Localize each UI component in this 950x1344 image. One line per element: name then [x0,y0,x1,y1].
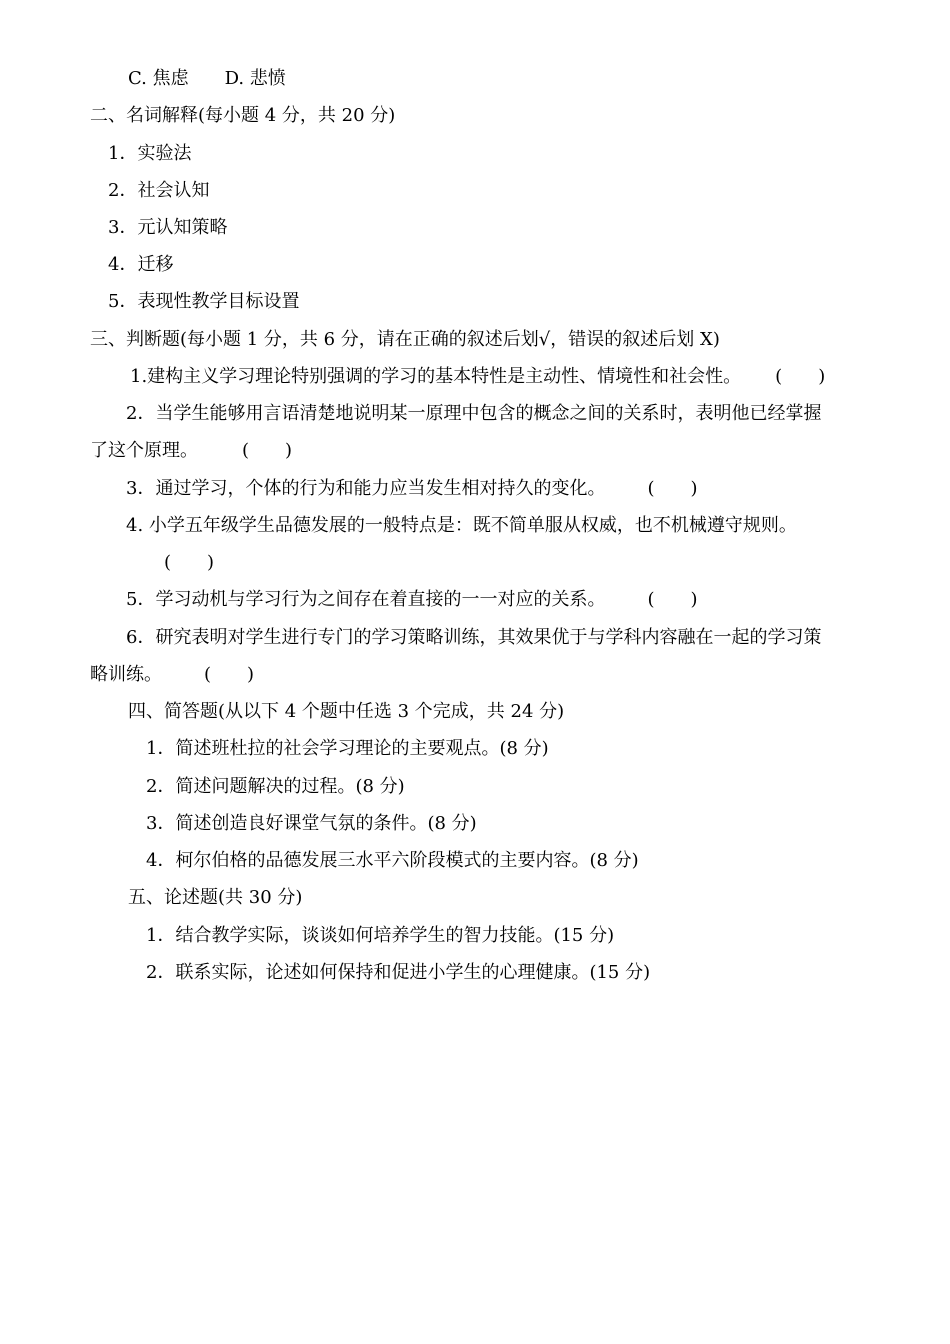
section-heading-essay: 五、论述题(共 30 分) [128,887,303,908]
judgement-question-4: 4. 小学五年级学生品德发展的一般特点是：既不简单服从权威，也不机械遵守规则。 [126,515,797,536]
short-answer-item: 2．简述问题解决的过程。(8 分) [146,776,405,797]
option-c: C. 焦虑 [128,68,189,89]
term-item: 5．表现性教学目标设置 [108,291,300,312]
essay-item: 1．结合教学实际，谈谈如何培养学生的智力技能。(15 分) [146,925,615,946]
judgement-question-3: 3．通过学习，个体的行为和能力应当发生相对持久的变化。 ( ) [126,478,698,499]
term-item: 3．元认知策略 [108,217,228,238]
essay-item: 2．联系实际，论述如何保持和促进小学生的心理健康。(15 分) [146,962,651,983]
option-d: D. 悲愤 [224,68,286,89]
judgement-question-2-line2: 了这个原理。 ( ) [90,440,293,461]
term-item: 2．社会认知 [108,180,210,201]
answer-blank: ( ) [242,440,293,461]
section-heading-terms: 二、名词解释(每小题 4 分，共 20 分) [90,105,396,126]
answer-blank: ( ) [647,478,698,499]
short-answer-item: 4．柯尔伯格的品德发展三水平六阶段模式的主要内容。(8 分) [146,850,639,871]
answer-blank: ( ) [647,589,698,610]
judgement-question-1: 1.建构主义学习理论特别强调的学习的基本特性是主动性、情境性和社会性。 ( ) [130,366,826,387]
section-heading-short-answer: 四、简答题(从以下 4 个题中任选 3 个完成，共 24 分) [128,701,565,722]
judgement-question-6-line1: 6．研究表明对学生进行专门的学习策略训练，其效果优于与学科内容融在一起的学习策 [126,627,822,648]
short-answer-item: 1．简述班杜拉的社会学习理论的主要观点。(8 分) [146,738,549,759]
judgement-question-2-line1: 2．当学生能够用言语清楚地说明某一原理中包含的概念之间的关系时，表明他已经掌握 [126,403,822,424]
judgement-question-4-blank: ( ) [164,552,215,573]
term-item: 4．迁移 [108,254,174,275]
judgement-question-6-line2: 略训练。 ( ) [90,664,255,685]
term-item: 1．实验法 [108,143,192,164]
answer-blank: ( ) [204,664,255,685]
short-answer-item: 3．简述创造良好课堂气氛的条件。(8 分) [146,813,477,834]
option-row [128,66,286,92]
judgement-question-5: 5．学习动机与学习行为之间存在着直接的一一对应的关系。 ( ) [126,589,698,610]
answer-blank: ( ) [775,366,826,387]
section-heading-judgement: 三、判断题(每小题 1 分，共 6 分，请在正确的叙述后划√，错误的叙述后划 X) [90,329,720,350]
